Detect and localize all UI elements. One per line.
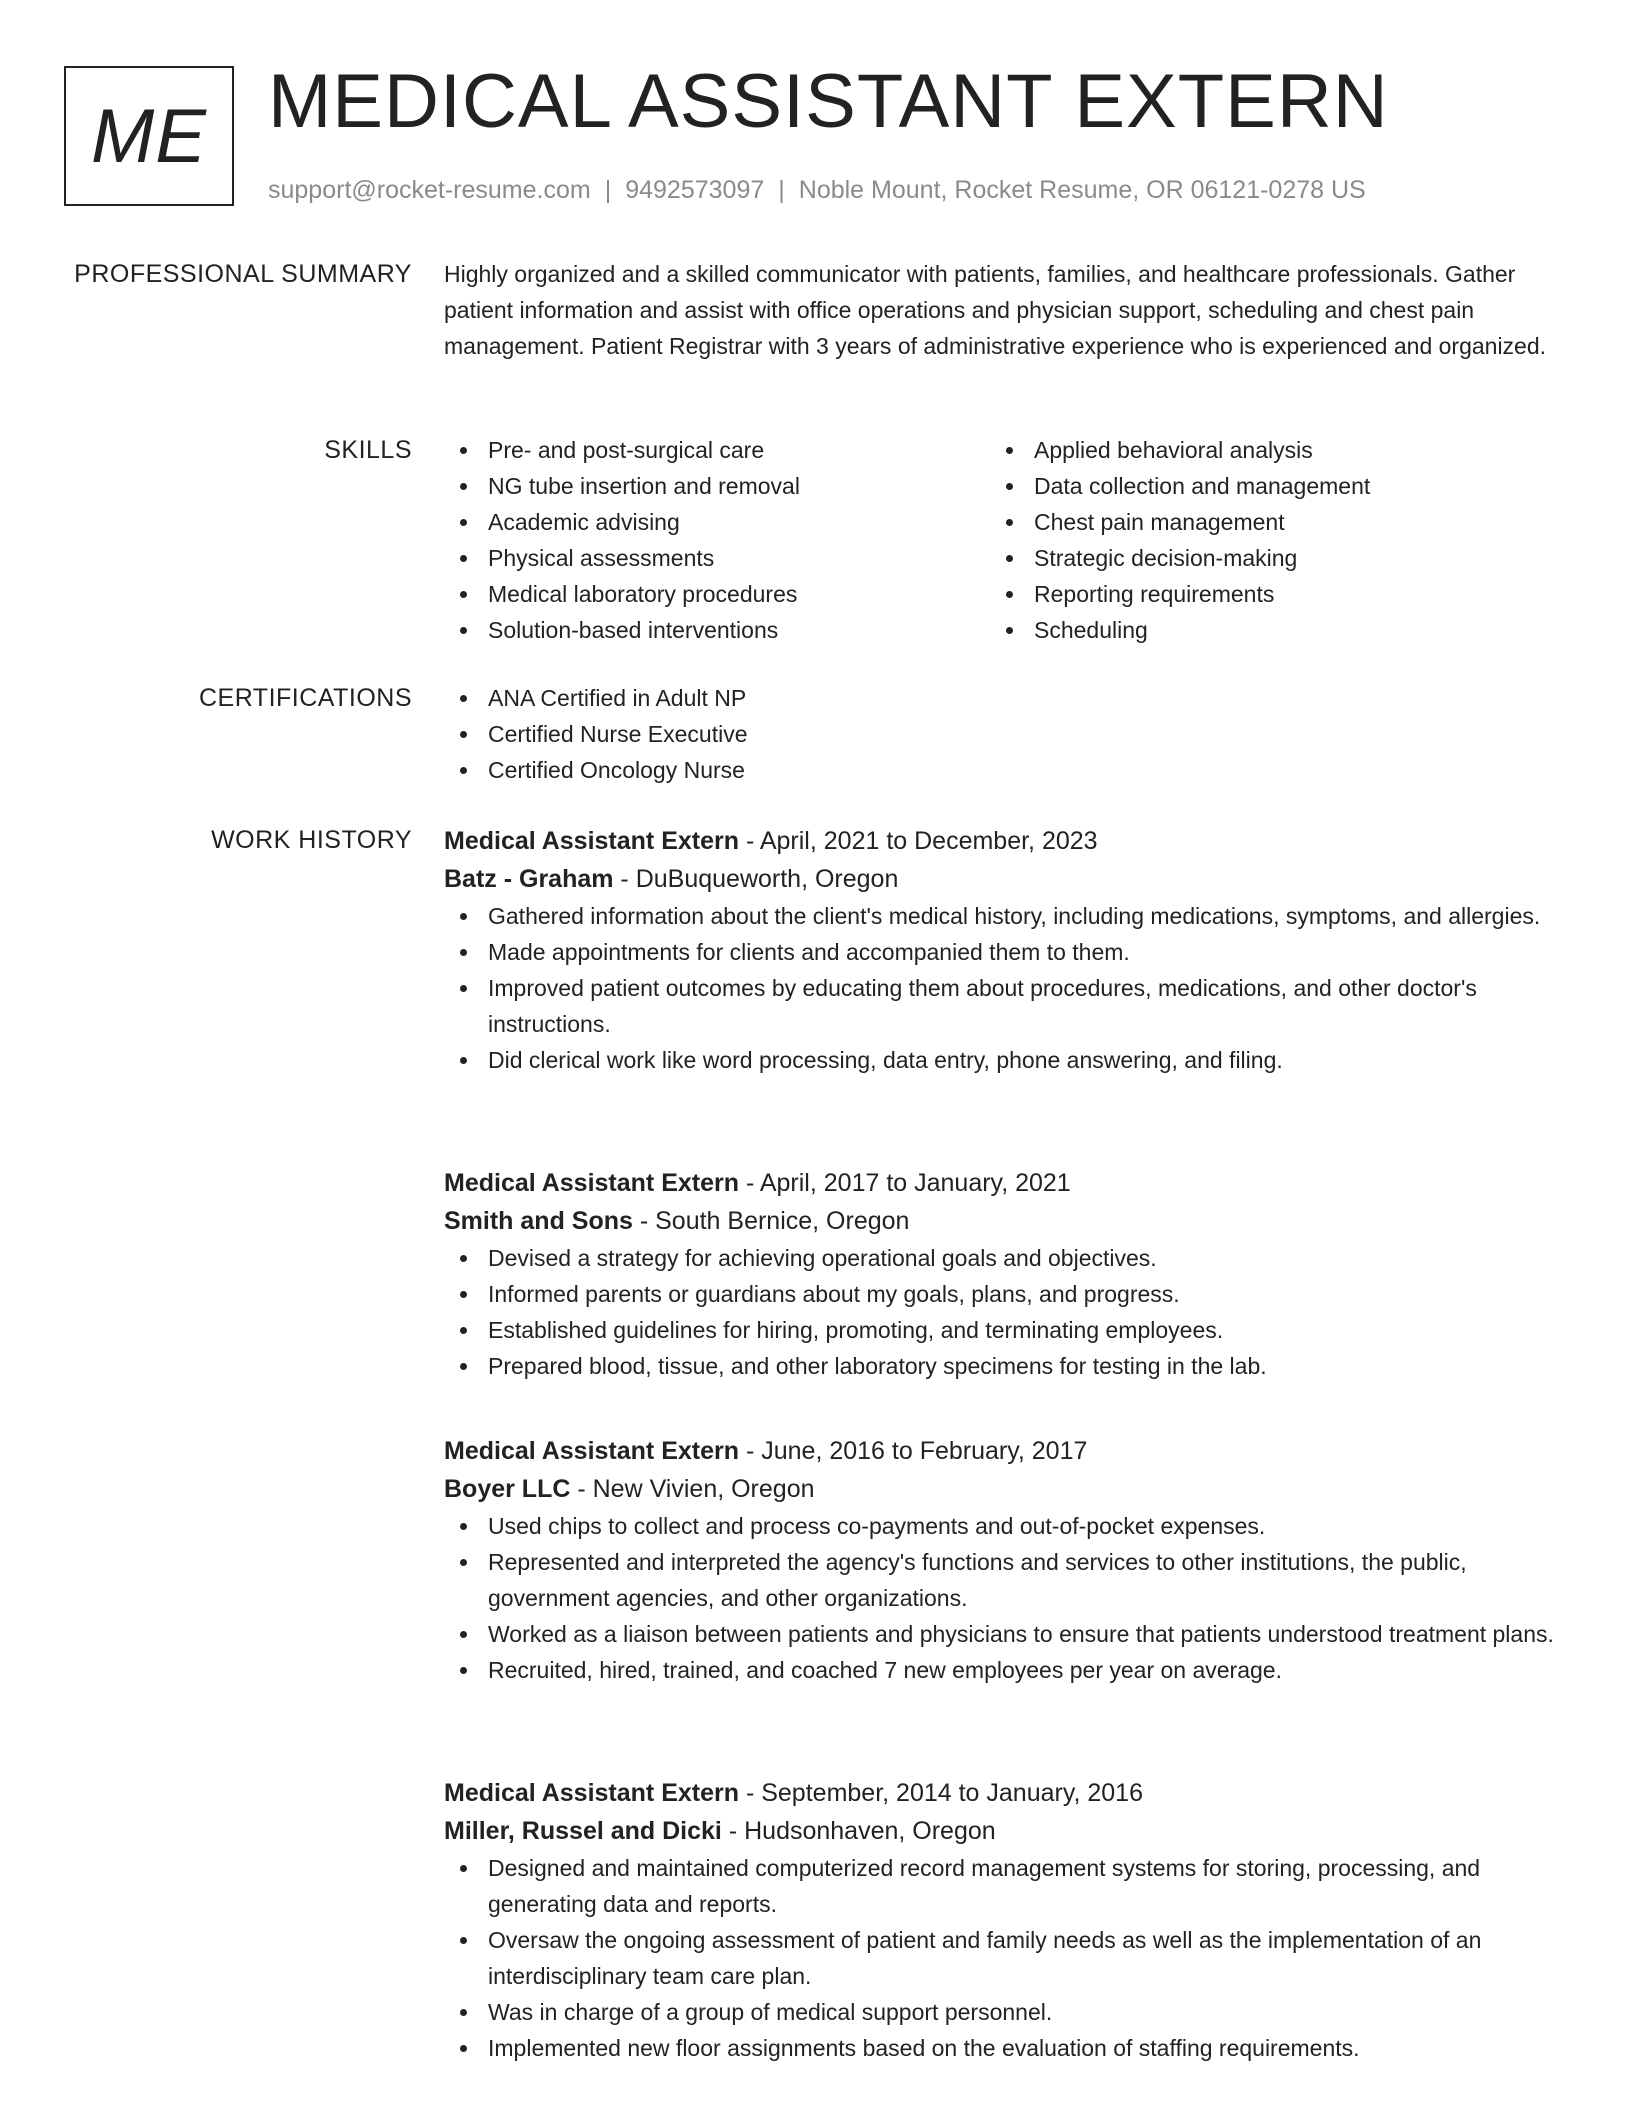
work-history-heading: WORK HISTORY [211, 826, 412, 854]
skills-list-right [990, 432, 1536, 648]
list-item: Reporting requirements [990, 576, 1536, 612]
list-item: Prepared blood, tissue, and other laboratory specimens for testing in the lab. [444, 1348, 1564, 1384]
list-item: Improved patient outcomes by educating them about procedures, medications, and other doctor's instructions. [444, 970, 1564, 1042]
job-company-line [444, 1202, 1564, 1240]
job-company: Miller, Russel and Dicki [444, 1817, 722, 1845]
job-duties-list [444, 1240, 1564, 1384]
contact-separator: | [604, 176, 612, 204]
job-company: Smith and Sons [444, 1207, 633, 1235]
job-title-line [444, 1774, 1564, 1812]
job-entry [444, 1432, 1564, 1688]
list-item: Applied behavioral analysis [990, 432, 1536, 468]
skills-heading: SKILLS [324, 436, 412, 464]
contact-address: Noble Mount, Rocket Resume, OR 06121-0278 US [798, 176, 1366, 204]
job-company-line [444, 1812, 1564, 1850]
job-location: - DuBuqueworth, Oregon [613, 865, 899, 893]
job-title: Medical Assistant Extern [444, 1437, 740, 1465]
job-duties-list [444, 1850, 1564, 2066]
list-item: Medical laboratory procedures [444, 576, 990, 612]
summary-text: Highly organized and a skilled communicator with patients, families, and healthcare professionals. Gather patient information and assist with office operations and physician support, scheduling and chest pain management. Patient Registrar with 3 years of administrative experience who is experienced and organized. [444, 261, 1547, 359]
job-title: Medical Assistant Extern [444, 1779, 740, 1807]
list-item: Oversaw the ongoing assessment of patient and family needs as well as the implementation of an interdisciplinary team care plan. [444, 1922, 1564, 1994]
job-title: Medical Assistant Extern [444, 827, 740, 855]
list-item: Physical assessments [444, 540, 990, 576]
list-item: Chest pain management [990, 504, 1536, 540]
job-title-line [444, 1164, 1564, 1202]
page-title: MEDICAL ASSISTANT EXTERN [268, 59, 1389, 144]
job-location: - South Bernice, Oregon [632, 1207, 910, 1235]
list-item: ANA Certified in Adult NP [444, 680, 1564, 716]
list-item: Data collection and management [990, 468, 1536, 504]
list-item: Used chips to collect and process co-payments and out-of-pocket expenses. [444, 1508, 1564, 1544]
job-company-line [444, 860, 1564, 898]
contact-phone: 9492573097 [625, 176, 765, 204]
job-dates: - April, 2021 to December, 2023 [739, 827, 1098, 855]
monogram-logo [64, 66, 234, 206]
list-item: Designed and maintained computerized record management systems for storing, processing, and generating data and reports. [444, 1850, 1564, 1922]
list-item: Established guidelines for hiring, promoting, and terminating employees. [444, 1312, 1564, 1348]
skills-grid [444, 432, 1564, 648]
list-item: Represented and interpreted the agency's functions and services to other institutions, the public, government agencies, and other organizations. [444, 1544, 1564, 1616]
list-item: Worked as a liaison between patients and physicians to ensure that patients understood treatment plans. [444, 1616, 1564, 1652]
certifications-heading: CERTIFICATIONS [198, 684, 412, 712]
list-item: Pre- and post-surgical care [444, 432, 990, 468]
job-duties-list [444, 1508, 1564, 1688]
job-title: Medical Assistant Extern [444, 1169, 740, 1197]
list-item: Informed parents or guardians about my goals, plans, and progress. [444, 1276, 1564, 1312]
list-item: NG tube insertion and removal [444, 468, 990, 504]
list-item: Was in charge of a group of medical support personnel. [444, 1994, 1564, 2030]
job-company: Boyer LLC [444, 1475, 571, 1503]
list-item: Implemented new floor assignments based on the evaluation of staffing requirements. [444, 2030, 1564, 2066]
list-item: Certified Oncology Nurse [444, 752, 1564, 788]
job-entry [444, 1164, 1564, 1384]
summary-heading: PROFESSIONAL SUMMARY [74, 260, 412, 288]
summary-body [444, 256, 1564, 364]
list-item: Solution-based interventions [444, 612, 990, 648]
job-title-line [444, 822, 1564, 860]
list-item: Gathered information about the client's medical history, including medications, symptoms, and allergies. [444, 898, 1564, 934]
job-location: - Hudsonhaven, Oregon [721, 1817, 996, 1845]
list-item: Made appointments for clients and accompanied them to them. [444, 934, 1564, 970]
job-title-line [444, 1432, 1564, 1470]
job-dates: - September, 2014 to January, 2016 [739, 1779, 1143, 1807]
list-item: Recruited, hired, trained, and coached 7 new employees per year on average. [444, 1652, 1564, 1688]
list-item: Academic advising [444, 504, 990, 540]
skills-list-left [444, 432, 990, 648]
contact-separator: | [778, 176, 785, 204]
job-dates: - June, 2016 to February, 2017 [739, 1437, 1088, 1465]
job-company: Batz - Graham [444, 865, 614, 893]
list-item: Strategic decision-making [990, 540, 1536, 576]
contact-email: support@rocket-resume.com [268, 176, 591, 204]
job-dates: - April, 2017 to January, 2021 [739, 1169, 1071, 1197]
job-entry [444, 822, 1564, 1078]
list-item: Devised a strategy for achieving operational goals and objectives. [444, 1240, 1564, 1276]
list-item: Scheduling [990, 612, 1536, 648]
monogram-initials: ME [91, 93, 207, 179]
certifications-body [444, 680, 1564, 788]
list-item: Did clerical work like word processing, data entry, phone answering, and filing. [444, 1042, 1564, 1078]
contact-info [268, 174, 1366, 206]
skills-body [444, 432, 1564, 648]
certifications-list [444, 680, 1564, 788]
job-company-line [444, 1470, 1564, 1508]
job-location: - New Vivien, Oregon [570, 1475, 815, 1503]
job-duties-list [444, 898, 1564, 1078]
list-item: Certified Nurse Executive [444, 716, 1564, 752]
job-entry [444, 1774, 1564, 2066]
